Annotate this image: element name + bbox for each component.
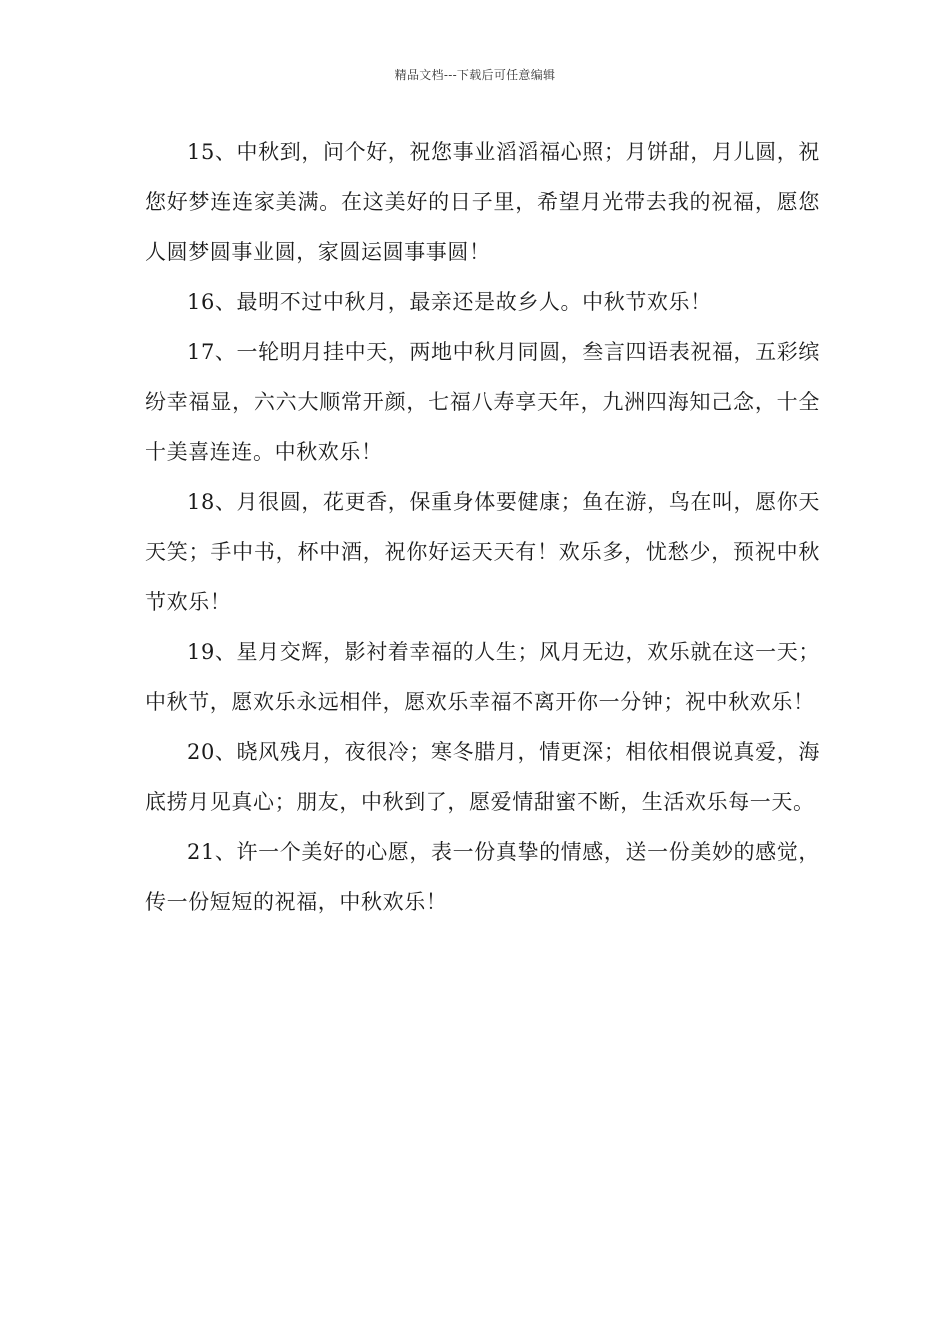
paragraph-21: 21、许一个美好的心愿，表一份真挚的情感，送一份美妙的感觉，传一份短短的祝福，中秋欢乐！ xyxy=(145,840,820,914)
paragraph-19: 19、星月交辉，影衬着幸福的人生；风月无边，欢乐就在这一天；中秋节，愿欢乐永远相伴，愿欢乐幸福不离开你一分钟；祝中秋欢乐！ xyxy=(145,640,820,714)
paragraph-15: 15、中秋到，问个好，祝您事业滔滔福心照；月饼甜，月儿圆，祝您好梦连连家美满。在这美好的日子里，希望月光带去我的祝福，愿您人圆梦圆事业圆，家圆运圆事事圆！ xyxy=(145,140,820,264)
paragraph-20: 20、晓风残月，夜很冷；寒冬腊月，情更深；相依相偎说真爱，海底捞月见真心；朋友，中秋到了，愿爱情甜蜜不断，生活欢乐每一天。 xyxy=(145,740,820,814)
paragraph-17: 17、一轮明月挂中天，两地中秋月同圆，叁言四语表祝福，五彩缤纷幸福显，六六大顺常开颜，七福八寿享天年，九洲四海知己念，十全十美喜连连。中秋欢乐！ xyxy=(145,340,820,464)
document-body xyxy=(145,127,820,927)
paragraph-16: 16、最明不过中秋月，最亲还是故乡人。中秋节欢乐！ xyxy=(187,290,712,314)
paragraph-18: 18、月很圆，花更香，保重身体要健康；鱼在游，鸟在叫，愿你天天笑；手中书，杯中酒，祝你好运天天有！欢乐多，忧愁少，预祝中秋节欢乐！ xyxy=(145,490,820,614)
page-header: 精品文档---下载后可任意编辑 xyxy=(394,68,556,82)
